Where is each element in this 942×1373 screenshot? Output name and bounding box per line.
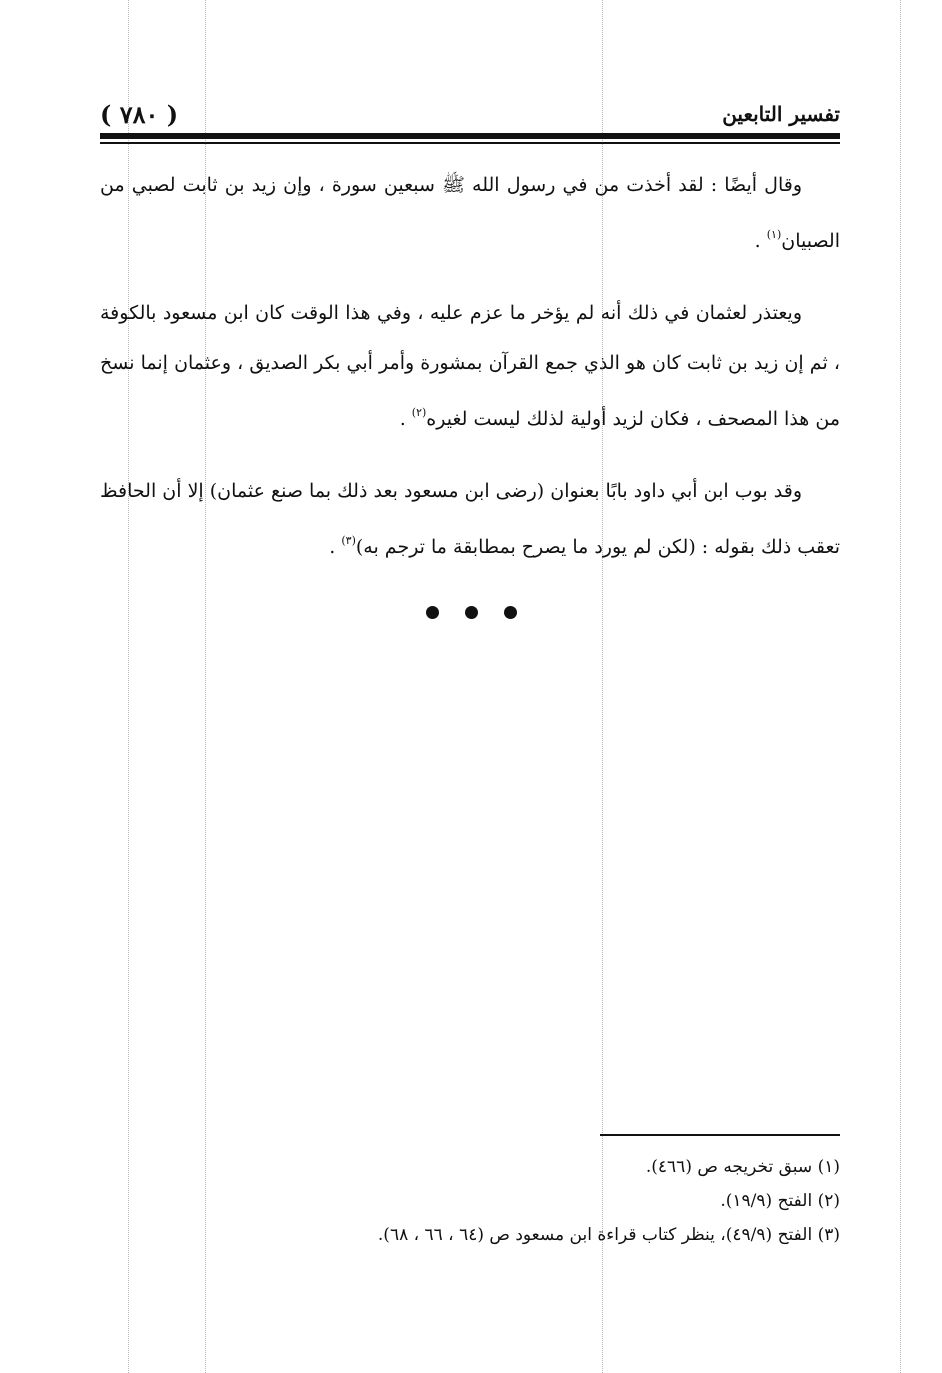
separator-dot <box>504 606 517 619</box>
section-separator <box>0 604 942 623</box>
page-number: ( ٧٨٠ ) <box>100 100 179 129</box>
footnote: (٢) الفتح (١٩/٩). <box>720 1191 840 1211</box>
main-text <box>100 160 840 594</box>
separator-dot <box>426 606 439 619</box>
footnote: (٣) الفتح (٤٩/٩)، ينظر كتاب قراءة ابن مسعود ص (٦٤ ، ٦٦ ، ٦٨). <box>377 1225 840 1245</box>
paragraph: وقال أيضًا : لقد أخذت من في رسول الله ﷺ سبعين سورة ، وإن زيد بن ثابت لصبي من الصبيان$^{(١)}$ . <box>100 174 840 252</box>
book-title: تفسير التابعين <box>722 102 840 126</box>
footnote-ref: (١) <box>766 228 782 241</box>
footnote-ref: (٣) <box>341 534 356 547</box>
footnote: (١) سبق تخريجه ص (٤٦٦). <box>645 1157 840 1177</box>
footnote-rule <box>600 1134 840 1136</box>
footnotes <box>100 1150 840 1252</box>
scan-artifact-line <box>900 0 901 1373</box>
separator-dot <box>465 606 478 619</box>
paragraph: وقد بوب ابن أبي داود بابًا بعنوان (رضى ابن مسعود بعد ذلك بما صنع عثمان) إلا أن الحافظ تعقب ذلك بقوله : (لكن لم يورد ما يصرح بمطابقة ما ترجم به)$^{(٣)}$ . <box>100 480 840 558</box>
paragraph: ويعتذر لعثمان في ذلك أنه لم يؤخر ما عزم عليه ، وفي هذا الوقت كان ابن مسعود بالكوفة ، ثم إن زيد بن ثابت كان هو الذي جمع القرآن بمشورة وأمر أبي بكر الصديق ، وعثمان إنما نسخ من هذا المصحف ، فكان لزيد أولية لذلك ليست لغيره$^{(٢)}$ . <box>100 302 840 430</box>
page-header <box>100 100 840 130</box>
header-rule-thin <box>100 142 840 144</box>
footnote-ref: (٢) <box>411 406 427 419</box>
header-rule-thick <box>100 133 840 139</box>
